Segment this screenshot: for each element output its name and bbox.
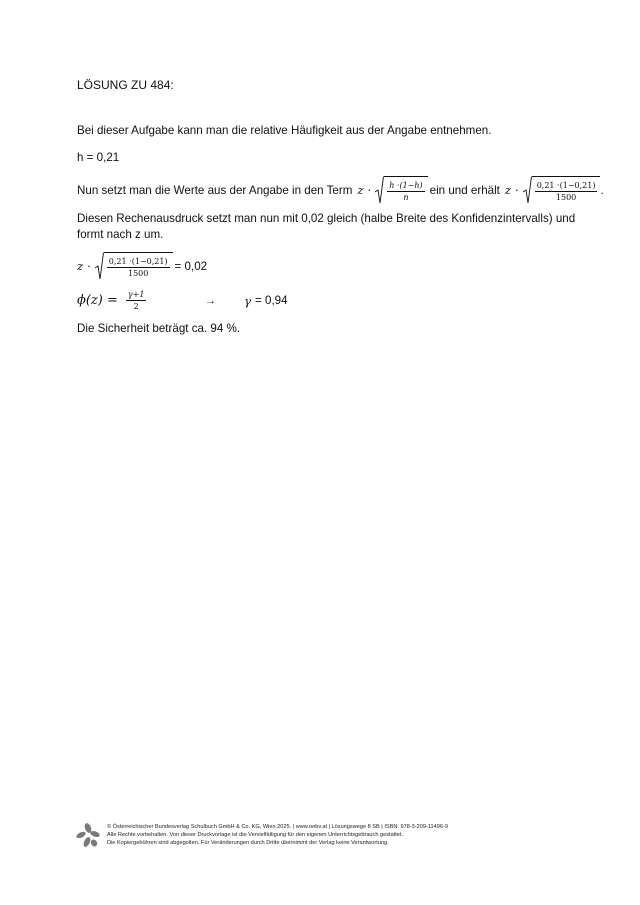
phi-denominator: 2	[126, 300, 147, 311]
eq-denominator: 1500	[107, 267, 170, 278]
eq-fraction	[107, 257, 170, 278]
result-numerator: 0,21 ·(1−0,21)	[536, 180, 596, 190]
eq-sqrt	[95, 252, 173, 280]
phi-fraction	[126, 290, 147, 311]
h-value: h = 0,21	[77, 151, 120, 164]
multiply-dot-2: ·	[515, 183, 519, 197]
term-end: .	[600, 183, 604, 197]
result-denominator: 1500	[535, 191, 598, 202]
conclusion: Die Sicherheit beträgt ca. 94 %.	[77, 322, 241, 335]
footer-copyright: © Österreichischer Bundesverlag Schulbuch GmbH & Co. KG, Wien 2025. | www.oebv.at | Lösungswege 8 SB | ISBN: 978-3-209-11496-9	[107, 824, 448, 830]
phi-numerator: γ+1	[127, 290, 145, 299]
footer-rights: Alle Rechte vorbehalten. Von dieser Druckvorlage ist die Vervielfältigung für den eigenen Unterrichtsgebrauch gestattet.	[107, 832, 404, 838]
term-intro-text: Nun setzt man die Werte aus der Angabe in den Term	[77, 183, 353, 197]
paragraph-equate-2: formt nach z um.	[77, 228, 164, 241]
term-sqrt	[375, 176, 427, 204]
term-denominator: n	[387, 191, 424, 202]
solution-title: LÖSUNG ZU 484:	[77, 78, 174, 92]
eq-numerator: 0,21 ·(1−0,21)	[108, 256, 168, 266]
equation-line	[77, 252, 207, 280]
result-fraction	[535, 181, 598, 202]
gamma-symbol: γ	[244, 293, 251, 308]
footer-liability: Die Kopiergebühren sind abgegolten. Für Veränderungen durch Dritte übernimmt der Verlag keine Verantwortung.	[107, 840, 389, 846]
arrow-icon: →	[204, 294, 217, 307]
term-fraction	[387, 181, 424, 202]
sqrt-sign-icon	[375, 176, 384, 204]
multiply-dot-3: ·	[87, 259, 91, 273]
term-numerator: h ·(1−h)	[389, 180, 423, 190]
result-z: z	[504, 183, 512, 197]
publisher-logo-icon	[75, 822, 101, 848]
result-sqrt	[523, 176, 604, 204]
gamma-value: = 0,94	[255, 294, 288, 307]
sqrt-sign-icon-3	[95, 252, 104, 280]
phi-line	[77, 290, 288, 311]
term-z: z	[357, 183, 364, 197]
phi-lhs: ϕ(z) =	[77, 293, 118, 308]
term-mid-text: ein und erhält	[429, 183, 500, 197]
sqrt-sign-icon-2	[523, 176, 532, 204]
paragraph-equate-1: Diesen Rechenausdruck setzt man nun mit 0,02 gleich (halbe Breite des Konfidenzintervalls) und	[77, 212, 576, 225]
term-line	[77, 176, 604, 204]
eq-z: z	[77, 259, 84, 273]
multiply-dot: ·	[367, 183, 372, 197]
eq-result: = 0,02	[174, 259, 208, 273]
footer-text	[107, 823, 448, 847]
paragraph-intro: Bei dieser Aufgabe kann man die relative Häufigkeit aus der Angabe entnehmen.	[77, 124, 492, 137]
